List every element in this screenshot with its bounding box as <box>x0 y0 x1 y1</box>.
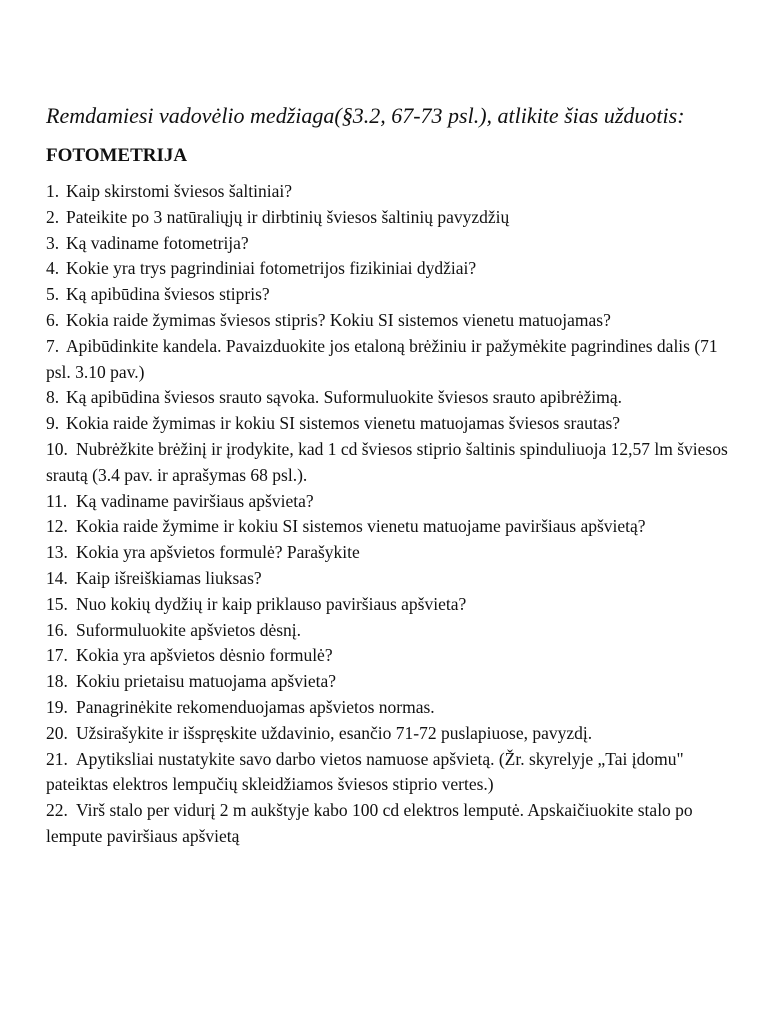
question-number: 8. <box>46 387 60 408</box>
question-item <box>46 643 736 669</box>
question-item <box>46 592 736 618</box>
question-item <box>46 256 736 282</box>
question-item <box>46 540 736 566</box>
question-number: 2. <box>46 206 60 227</box>
question-text: Panagrinėkite rekomenduojamas apšvietos normas. <box>76 696 435 717</box>
question-text: Nubrėžkite brėžinį ir įrodykite, kad 1 cd šviesos stiprio šaltinis spinduliuoja 12,57 lm šviesos srautą (3.4 pav. ir aprašymas 68 psl.). <box>46 438 728 485</box>
question-text: Kokia yra apšvietos dėsnio formulė? <box>76 645 333 666</box>
question-number: 3. <box>46 232 60 253</box>
question-text: Kokia raide žymime ir kokiu SI sistemos vienetu matuojame paviršiaus apšvietą? <box>76 516 646 537</box>
question-text: Nuo kokių dydžių ir kaip priklauso paviršiaus apšvieta? <box>76 593 467 614</box>
question-item <box>46 437 736 489</box>
document-page <box>46 101 736 850</box>
question-list <box>46 179 736 850</box>
question-item <box>46 669 736 695</box>
question-text: Kaip išreiškiamas liuksas? <box>76 567 262 588</box>
question-item <box>46 618 736 644</box>
question-text: Kokia yra apšvietos formulė? Parašykite <box>76 542 360 563</box>
question-item <box>46 179 736 205</box>
question-text: Suformuluokite apšvietos dėsnį. <box>76 619 302 640</box>
question-number: 19. <box>46 696 68 717</box>
question-text: Kaip skirstomi šviesos šaltiniai? <box>66 181 293 201</box>
question-text: Apibūdinkite kandela. Pavaizduokite jos etaloną brėžiniu ir pažymėkite pagrindines dalis (71 psl. 3.10 pav.) <box>46 335 718 382</box>
question-number: 5. <box>46 284 60 305</box>
question-text: Pateikite po 3 natūraliųjų ir dirbtinių šviesos šaltinių pavyzdžių <box>66 206 510 227</box>
question-number: 18. <box>46 671 68 692</box>
question-item <box>46 514 736 540</box>
question-text: Ką apibūdina šviesos srauto sąvoka. Suformuluokite šviesos srauto apibrėžimą. <box>66 387 623 408</box>
question-number: 22. <box>46 800 68 821</box>
question-number: 17. <box>46 645 68 666</box>
section-heading: FOTOMETRIJA <box>46 145 188 166</box>
question-item <box>46 566 736 592</box>
question-number: 1. <box>46 181 60 201</box>
question-item <box>46 695 736 721</box>
question-item <box>46 282 736 308</box>
question-item <box>46 721 736 747</box>
question-number: 6. <box>46 309 60 330</box>
intro-instruction: Remdamiesi vadovėlio medžiaga(§3.2, 67-73 psl.), atlikite šias užduotis: <box>46 103 685 128</box>
question-text: Kokia raide žymimas šviesos stipris? Kokiu SI sistemos vienetu matuojamas? <box>66 309 611 330</box>
question-text: Apytiksliai nustatykite savo darbo vietos namuose apšvietą. (Žr. skyrelyje „Tai įdomu" pateiktas elektros lempučių skleidžiamos šviesos stiprio vertes.) <box>46 748 684 795</box>
question-item <box>46 798 736 850</box>
question-text: Ką vadiname paviršiaus apšvieta? <box>76 490 314 511</box>
question-text: Kokie yra trys pagrindiniai fotometrijos fizikiniai dydžiai? <box>66 258 477 279</box>
question-text: Ką vadiname fotometrija? <box>66 232 249 253</box>
question-text: Ką apibūdina šviesos stipris? <box>66 284 270 305</box>
question-text: Užsirašykite ir išspręskite uždavinio, esančio 71-72 puslapiuose, pavyzdį. <box>76 722 593 743</box>
question-item <box>46 231 736 257</box>
question-number: 21. <box>46 748 68 769</box>
question-number: 15. <box>46 593 68 614</box>
question-item <box>46 489 736 515</box>
question-item <box>46 411 736 437</box>
question-number: 9. <box>46 413 60 434</box>
question-text: Kokiu prietaisu matuojama apšvieta? <box>76 671 336 692</box>
question-number: 16. <box>46 619 68 640</box>
question-text: Kokia raide žymimas ir kokiu SI sistemos vienetu matuojamas šviesos srautas? <box>66 413 621 434</box>
question-number: 4. <box>46 258 60 279</box>
question-number: 20. <box>46 722 68 743</box>
question-number: 12. <box>46 516 68 537</box>
question-item <box>46 205 736 231</box>
question-number: 11. <box>46 490 68 511</box>
question-item <box>46 747 736 799</box>
question-item <box>46 308 736 334</box>
question-number: 7. <box>46 335 60 356</box>
question-text: Virš stalo per vidurį 2 m aukštyje kabo 100 cd elektros lemputė. Apskaičiuokite stalo po lempute paviršiaus apšvietą <box>46 800 693 846</box>
question-item <box>46 334 736 386</box>
question-number: 13. <box>46 542 68 563</box>
question-item <box>46 385 736 411</box>
question-number: 14. <box>46 567 68 588</box>
question-number: 10. <box>46 438 68 459</box>
